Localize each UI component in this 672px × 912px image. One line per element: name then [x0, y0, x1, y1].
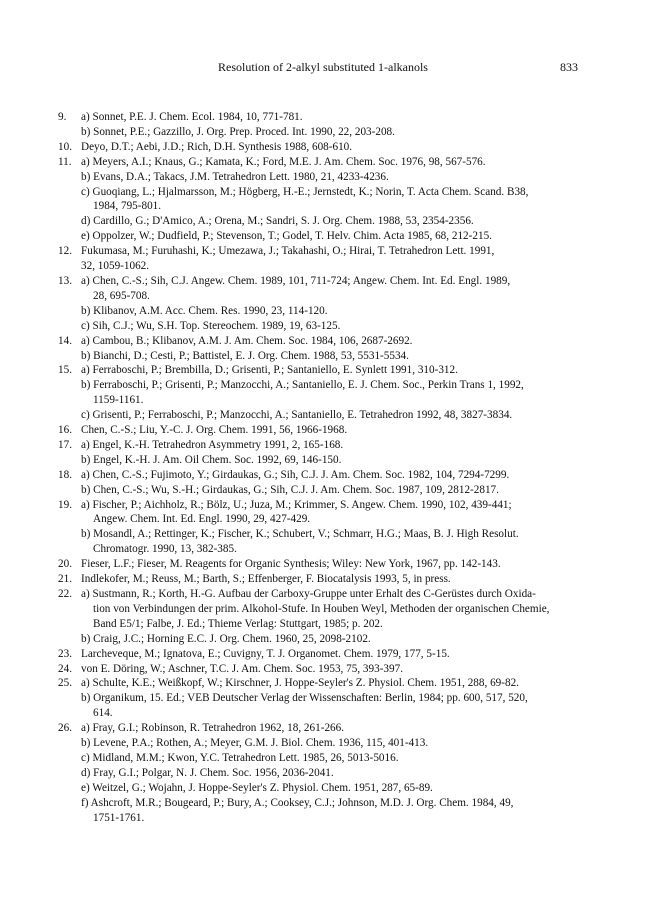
reference-body — [81, 423, 618, 438]
reference-line: a) Fray, G.I.; Robinson, R. Tetrahedron 1962, 18, 261-266. — [81, 722, 345, 735]
reference-number: 16. — [58, 424, 72, 437]
reference-body — [81, 647, 618, 662]
reference-line: f) Ashcroft, M.R.; Bougeard, P.; Bury, A.; Cooksey, C.J.; Johnson, M.D. J. Org. Chem. 1984, 49, — [81, 796, 514, 809]
reference-line: 32, 1059-1062. — [81, 260, 150, 273]
running-title: Resolution of 2-alkyl substituted 1-alkanols — [218, 60, 428, 74]
reference-body — [81, 587, 618, 647]
reference-item — [58, 438, 618, 468]
reference-number: 26. — [58, 722, 72, 735]
reference-item — [58, 647, 618, 662]
reference-body — [81, 468, 618, 498]
reference-item — [58, 721, 618, 825]
reference-number: 22. — [58, 588, 72, 600]
reference-line: von E. Döring, W.; Aschner, T.C. J. Am. Chem. Soc. 1953, 75, 393-397. — [81, 662, 404, 675]
reference-body — [81, 244, 618, 274]
reference-item — [58, 468, 618, 498]
reference-line: e) Oppolzer, W.; Dudfield, P.; Stevenson, T.; Godel, T. Helv. Chim. Acta 1985, 68, 212-215. — [81, 230, 492, 243]
reference-line: c) Grisenti, P.; Ferraboschi, P.; Manzocchi, A.; Santaniello, E. Tetrahedron 1992, 48, 3827-3834. — [81, 409, 513, 422]
reference-line: Indlekofer, M.; Reuss, M.; Barth, S.; Effenberger, F. Biocatalysis 1993, 5, in press. — [81, 573, 451, 586]
reference-line: a) Fischer, P.; Aichholz, R.; Bölz, U.; Juza, M.; Krimmer, S. Angew. Chem. 1990, 102, 439-441; — [81, 498, 512, 511]
reference-item — [58, 140, 618, 155]
reference-line: a) Cambou, B.; Klibanov, A.M. J. Am. Chem. Soc. 1984, 106, 2687-2692. — [81, 334, 413, 347]
reference-body — [81, 438, 618, 468]
reference-line: b) Mosandl, A.; Rettinger, K.; Fischer, K.; Schubert, V.; Schmarr, H.G.; Maas, B. J. High Resolut. — [81, 528, 519, 541]
running-header — [0, 60, 672, 76]
reference-line: Band E5/1; Falbe, J. Ed.; Thieme Verlag: Stuttgart, 1985; p. 202. — [93, 617, 383, 630]
reference-number: 23. — [58, 647, 72, 660]
reference-number: 20. — [58, 558, 72, 571]
reference-item — [58, 423, 618, 438]
reference-line: Deyo, D.T.; Aebi, J.D.; Rich, D.H. Synthesis 1988, 608-610. — [81, 140, 353, 153]
reference-line: a) Ferraboschi, P.; Brembilla, D.; Grisenti, P.; Santaniello, E. Synlett 1991, 310-312. — [81, 364, 458, 377]
reference-body — [81, 334, 618, 364]
reference-number: 25. — [58, 677, 72, 690]
reference-item — [58, 557, 618, 572]
reference-line: d) Cardillo, G.; D'Amico, A.; Orena, M.; Sandri, S. J. Org. Chem. 1988, 53, 2354-2356. — [81, 215, 474, 228]
reference-line: c) Guoqiang, L.; Hjalmarsson, M.; Högberg, H.-E.; Jernstedt, K.; Norin, T. Acta Chem. Scand. B38, — [81, 185, 529, 198]
reference-list — [58, 110, 618, 826]
reference-line: 1751-1761. — [93, 811, 145, 824]
reference-line: Angew. Chem. Int. Ed. Engl. 1990, 29, 427-429. — [93, 513, 311, 526]
reference-item — [58, 244, 618, 274]
reference-line: Fukumasa, M.; Furuhashi, K.; Umezawa, J.; Takahashi, O.; Hirai, T. Tetrahedron Lett. 1991, — [81, 245, 495, 258]
reference-body — [81, 110, 618, 140]
reference-line: Chromatogr. 1990, 13, 382-385. — [93, 543, 237, 556]
reference-line: 28, 695-708. — [93, 289, 150, 302]
reference-line: 614. — [93, 707, 113, 720]
reference-body — [81, 721, 618, 825]
reference-number: 18. — [58, 468, 72, 481]
reference-line: b) Sonnet, P.E.; Gazzillo, J. Org. Prep. Proced. Int. 1990, 22, 203-208. — [81, 125, 395, 138]
reference-body — [81, 662, 618, 677]
reference-line: tion von Verbindungen der prim. Alkohol-Stufe. In Houben Weyl, Methoden der organischen Chemie, — [93, 602, 550, 615]
reference-line: a) Engel, K.-H. Tetrahedron Asymmetry 1991, 2, 165-168. — [81, 438, 344, 451]
reference-body — [81, 274, 618, 334]
reference-number: 10. — [58, 140, 72, 153]
reference-number: 14. — [58, 334, 72, 347]
reference-line: 1159-1161. — [93, 394, 144, 407]
reference-line: Larcheveque, M.; Ignatova, E.; Cuvigny, T. J. Organomet. Chem. 1979, 177, 5-15. — [81, 647, 450, 660]
reference-line: b) Bianchi, D.; Cesti, P.; Battistel, E. J. Org. Chem. 1988, 53, 5531-5534. — [81, 349, 409, 362]
reference-number: 9. — [58, 111, 67, 123]
reference-line: a) Chen, C.-S.; Fujimoto, Y.; Girdaukas, G.; Sih, C.J. J. Am. Chem. Soc. 1982, 104, 7294-7299. — [81, 468, 510, 481]
reference-item — [58, 334, 618, 364]
reference-line: a) Chen, C.-S.; Sih, C.J. Angew. Chem. 1989, 101, 711-724; Angew. Chem. Int. Ed. Engl. 1989, — [81, 274, 511, 287]
reference-line: b) Klibanov, A.M. Acc. Chem. Res. 1990, 23, 114-120. — [81, 304, 328, 317]
reference-line: a) Sonnet, P.E. J. Chem. Ecol. 1984, 10, 771-781. — [81, 111, 303, 123]
reference-line: b) Chen, C.-S.; Wu, S.-H.; Girdaukas, G.; Sih, C.J. J. Am. Chem. Soc. 1987, 109, 2812-2817. — [81, 483, 499, 496]
reference-number: 13. — [58, 274, 72, 287]
reference-number: 11. — [58, 155, 72, 168]
reference-line: c) Sih, C.J.; Wu, S.H. Top. Stereochem. 1989, 19, 63-125. — [81, 319, 341, 332]
reference-number: 15. — [58, 364, 72, 377]
reference-item — [58, 110, 618, 140]
reference-item — [58, 363, 618, 423]
reference-number: 24. — [58, 662, 72, 675]
page-number: 833 — [560, 60, 578, 74]
reference-line: a) Schulte, K.E.; Weißkopf, W.; Kirschner, J. Hoppe-Seyler's Z. Physiol. Chem. 1951, 288, 69-82. — [81, 677, 519, 690]
reference-item — [58, 587, 618, 647]
reference-line: e) Weitzel, G.; Wojahn, J. Hoppe-Seyler's Z. Physiol. Chem. 1951, 287, 65-89. — [81, 781, 433, 794]
reference-line: b) Evans, D.A.; Takacs, J.M. Tetrahedron Lett. 1980, 21, 4233-4236. — [81, 170, 389, 183]
reference-number: 19. — [58, 498, 72, 511]
reference-body — [81, 557, 618, 572]
reference-line: a) Sustmann, R.; Korth, H.-G. Aufbau der Carboxy-Gruppe unter Erhalt des C-Gerüstes durch Oxida- — [81, 588, 536, 600]
reference-item — [58, 572, 618, 587]
reference-item — [58, 274, 618, 334]
reference-body — [81, 140, 618, 155]
reference-body — [81, 498, 618, 558]
reference-line: b) Levene, P.A.; Rothen, A.; Meyer, G.M. J. Biol. Chem. 1936, 115, 401-413. — [81, 737, 429, 750]
reference-line: d) Fray, G.I.; Polgar, N. J. Chem. Soc. 1956, 2036-2041. — [81, 766, 334, 779]
reference-line: 1984, 795-801. — [93, 200, 162, 213]
reference-item — [58, 498, 618, 558]
reference-body — [81, 363, 618, 423]
reference-line: Chen, C.-S.; Liu, Y.-C. J. Org. Chem. 1991, 56, 1966-1968. — [81, 424, 348, 437]
reference-line: a) Meyers, A.I.; Knaus, G.; Kamata, K.; Ford, M.E. J. Am. Chem. Soc. 1976, 98, 567-576. — [81, 155, 486, 168]
reference-line: Fieser, L.F.; Fieser, M. Reagents for Organic Synthesis; Wiley: New York, 1967, pp. 142-143. — [81, 558, 501, 571]
reference-number: 17. — [58, 438, 72, 451]
reference-line: b) Organikum, 15. Ed.; VEB Deutscher Verlag der Wissenschaften: Berlin, 1984; pp. 600, 517, 520, — [81, 692, 528, 705]
reference-body — [81, 155, 618, 244]
reference-line: b) Craig, J.C.; Horning E.C. J. Org. Chem. 1960, 25, 2098-2102. — [81, 632, 371, 645]
reference-number: 12. — [58, 245, 72, 258]
reference-body — [81, 572, 618, 587]
reference-item — [58, 676, 618, 721]
reference-body — [81, 676, 618, 721]
reference-item — [58, 155, 618, 244]
reference-line: b) Ferraboschi, P.; Grisenti, P.; Manzocchi, A.; Santaniello, E. J. Chem. Soc., Perkin Trans 1, 1992, — [81, 379, 524, 392]
reference-line: b) Engel, K.-H. J. Am. Oil Chem. Soc. 1992, 69, 146-150. — [81, 453, 342, 466]
reference-line: c) Midland, M.M.; Kwon, Y.C. Tetrahedron Lett. 1985, 26, 5013-5016. — [81, 751, 399, 764]
reference-item — [58, 662, 618, 677]
reference-number: 21. — [58, 573, 72, 586]
